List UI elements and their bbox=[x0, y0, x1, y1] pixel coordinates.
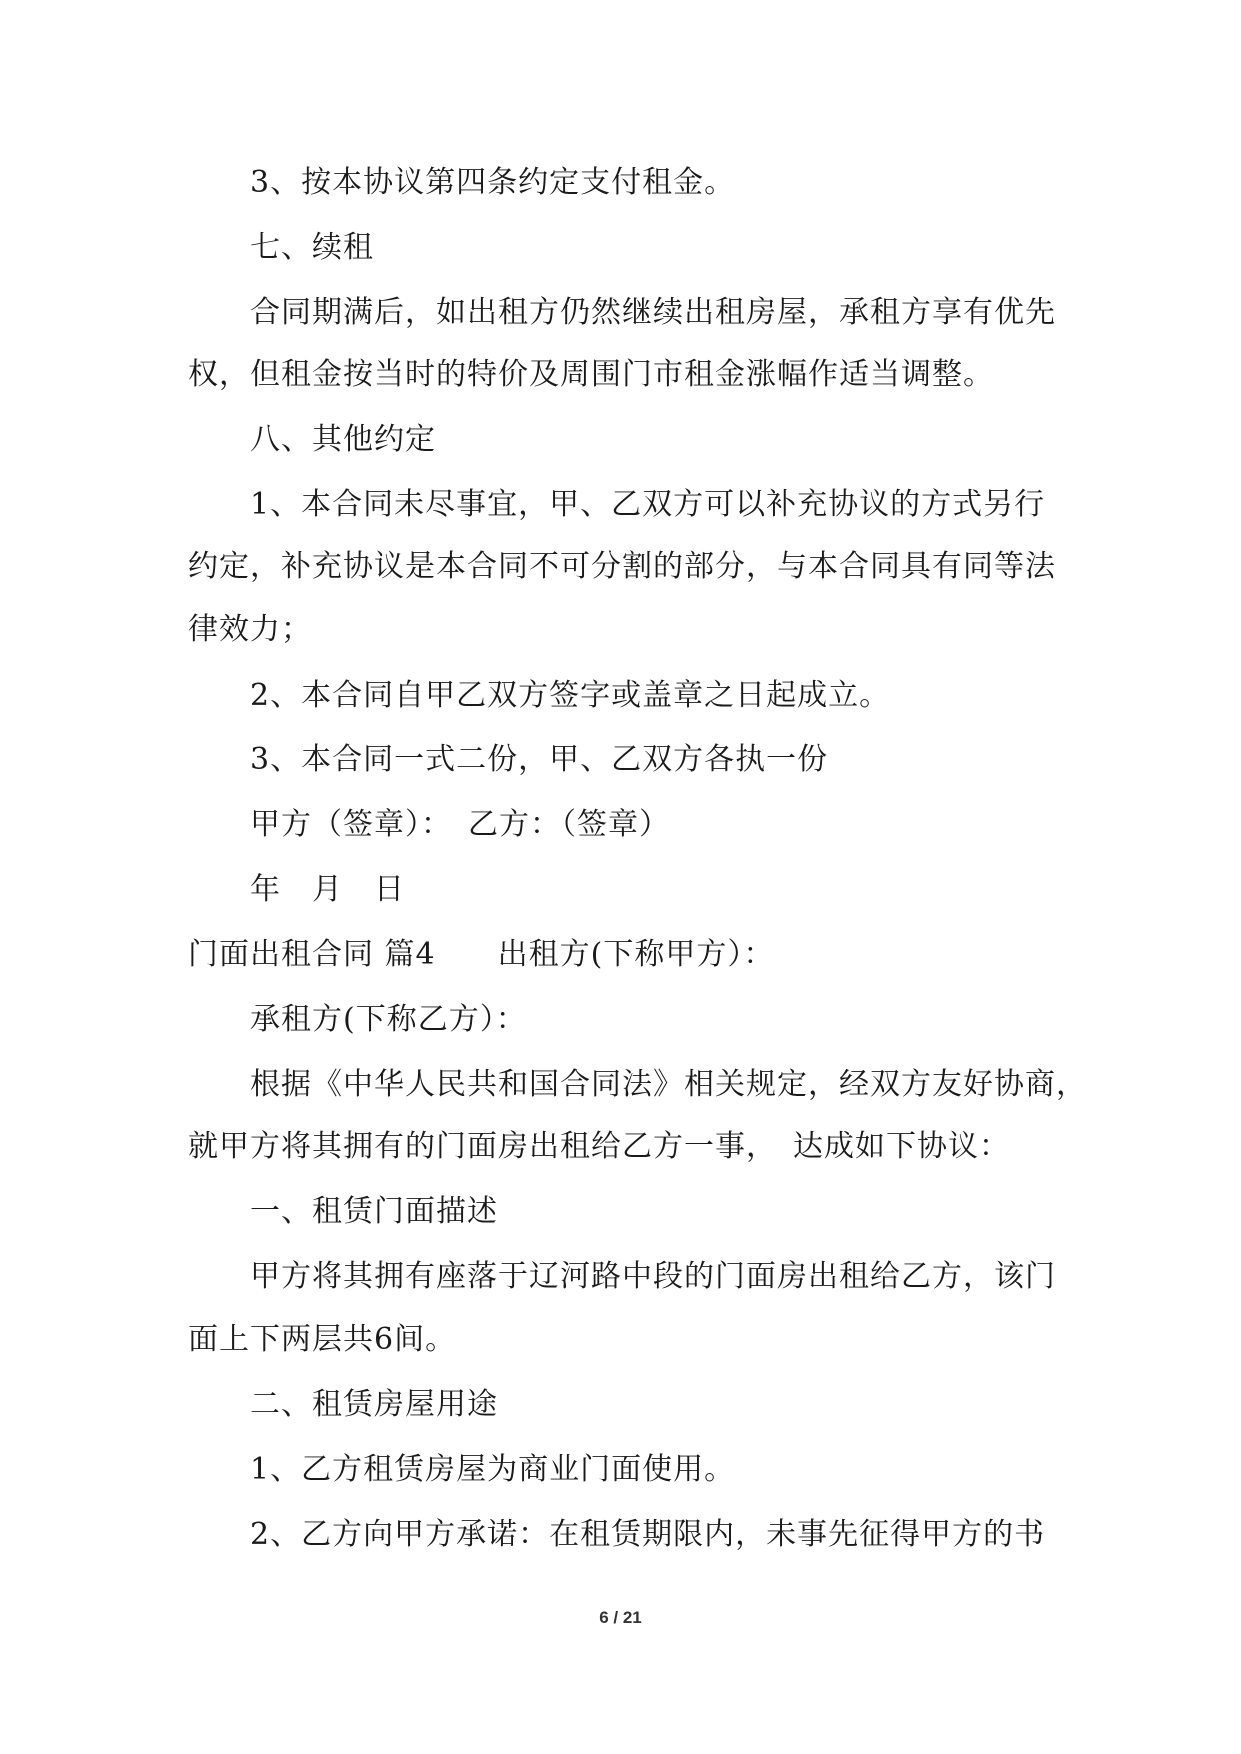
section-heading: 七、续租 bbox=[250, 230, 374, 265]
text-line: 根据《中华人民共和国合同法》相关规定，经双方友好协商， bbox=[250, 1067, 1087, 1102]
page-number: 6 / 21 bbox=[599, 1608, 642, 1627]
text-line: 面上下两层共6间。 bbox=[188, 1322, 457, 1357]
section-heading: 二、租赁房屋用途 bbox=[250, 1387, 498, 1422]
text-line: 约定，补充协议是本合同不可分割的部分，与本合同具有同等法 bbox=[188, 549, 1056, 584]
text-line: 甲方将其拥有座落于辽河路中段的门面房出租给乙方，该门 bbox=[250, 1259, 1056, 1294]
text-line: 1、本合同未尽事宜，甲、乙双方可以补充协议的方式另行 bbox=[250, 487, 1046, 522]
text-line: 2、本合同自甲乙双方签字或盖章之日起成立。 bbox=[250, 678, 891, 713]
section-heading: 八、其他约定 bbox=[250, 422, 436, 457]
text-line: 2、乙方向甲方承诺：在租赁期限内，未事先征得甲方的书 bbox=[250, 1517, 1046, 1552]
text-line: 承租方(下称乙方）： bbox=[250, 1002, 527, 1037]
text-line: 权，但租金按当时的特价及周围门市租金涨幅作适当调整。 bbox=[188, 357, 994, 392]
signature-line: 甲方（签章）： 乙方：（签章） bbox=[250, 807, 670, 842]
text-line: 1、乙方租赁房屋为商业门面使用。 bbox=[250, 1452, 736, 1487]
section-heading: 一、租赁门面描述 bbox=[250, 1194, 498, 1229]
text-line: 3、按本协议第四条约定支付租金。 bbox=[250, 165, 736, 200]
text-line: 就甲方将其拥有的门面房出租给乙方一事， 达成如下协议： bbox=[188, 1129, 1010, 1164]
text-line: 合同期满后，如出租方仍然继续出租房屋，承租方享有优先 bbox=[250, 295, 1056, 330]
text-line: 3、本合同一式二份，甲、乙双方各执一份 bbox=[250, 742, 829, 777]
text-line: 律效力； bbox=[188, 612, 312, 647]
date-line: 年 月 日 bbox=[250, 872, 405, 907]
contract-title-line: 门面出租合同 篇4 出租方(下称甲方）： bbox=[188, 937, 775, 972]
